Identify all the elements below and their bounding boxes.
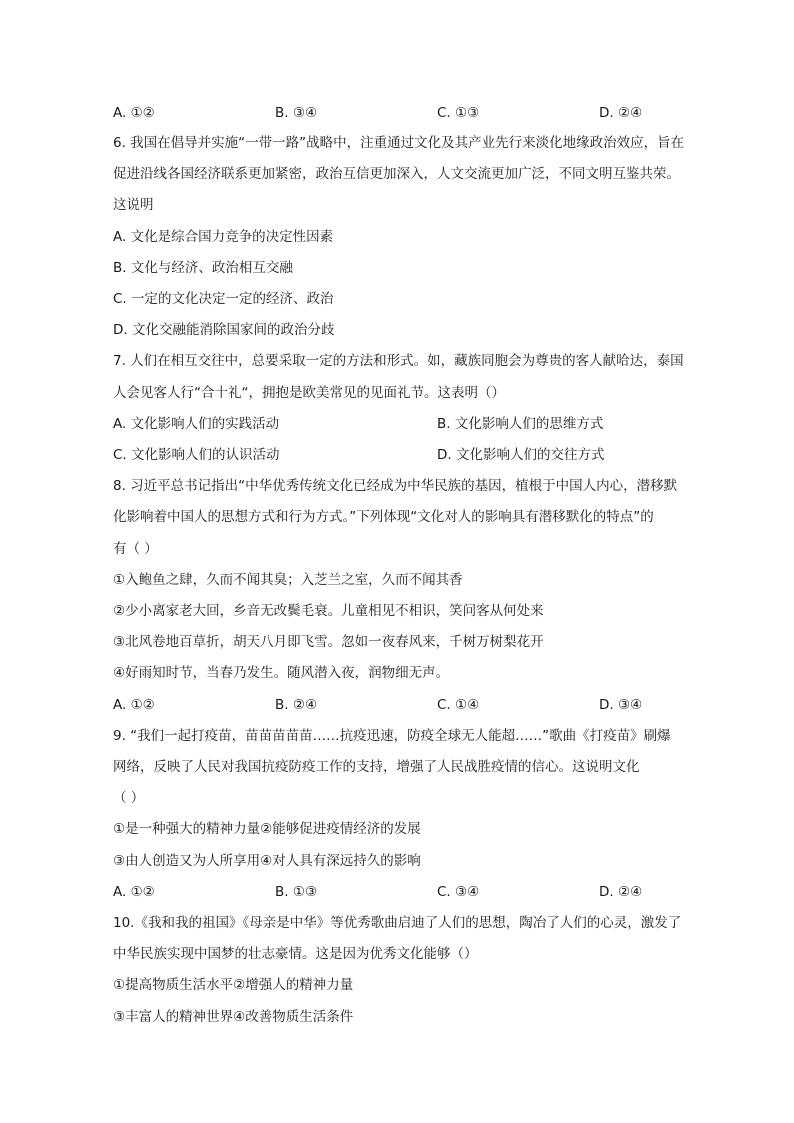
q7-option-b: B. 文化影响人们的思维方式: [437, 416, 604, 432]
q8-item-4: ④好雨知时节，当春乃发生。随风潜入夜，润物细无声。: [113, 665, 450, 681]
q8-option-d: D. ③④: [599, 697, 643, 713]
q8-stem-line-2: 化影响着中国人的思想方式和行为方式。”下列体现“文化对人的影响具有潜移默化的特点”的: [113, 509, 654, 525]
q8-option-a: A. ①②: [113, 697, 155, 713]
q6-option-b: B. 文化与经济、政治相互交融: [113, 260, 293, 276]
q6-option-c: C. 一定的文化决定一定的经济、政治: [113, 291, 334, 307]
q7-option-a: A. 文化影响人们的实践活动: [113, 416, 280, 432]
q7-option-c: C. 文化影响人们的认识活动: [113, 447, 280, 463]
q9-stem-line-2: 网络，反映了人民对我国抗疫防疫工作的支持，增强了人民战胜疫情的信心。这说明文化: [113, 759, 640, 775]
q10-item-line-2: ③丰富人的精神世界④改善物质生活条件: [113, 1009, 354, 1025]
q6-stem-line-1: 6. 我国在倡导并实施“一带一路”战略中，注重通过文化及其产业先行来淡化地缘政治效应，旨在: [113, 135, 685, 151]
q5-option-c: C. ①③: [437, 105, 480, 121]
q10-stem-line-1: 10.《我和我的祖国》《母亲是中华》等优秀歌曲启迪了人们的思想，陶冶了人们的心灵，激发了: [113, 915, 682, 931]
q10-item-line-1: ①提高物质生活水平②增强人的精神力量: [113, 977, 354, 993]
q9-option-d: D. ②④: [599, 884, 643, 900]
q10-stem-line-2: 中华民族实现中国梦的壮志豪情。这是因为优秀文化能够（）: [113, 946, 478, 962]
q8-item-2: ②少小离家老大回，乡音无改鬓毛衰。儿童相见不相识，笑问客从何处来: [113, 603, 544, 619]
q5-option-b: B. ③④: [275, 105, 318, 121]
q6-option-d: D. 文化交融能消除国家间的政治分歧: [113, 322, 335, 338]
q9-item-line-1: ①是一种强大的精神力量②能够促进疫情经济的发展: [113, 821, 421, 837]
q9-option-b: B. ①③: [275, 884, 318, 900]
q6-option-a: A. 文化是综合国力竞争的决定性因素: [113, 229, 334, 245]
q9-option-a: A. ①②: [113, 884, 155, 900]
q8-stem-line-1: 8. 习近平总书记指出“中华优秀传统文化已经成为中华民族的基因，植根于中国人内心，潜移默: [113, 478, 678, 494]
q6-stem-line-3: 这说明: [113, 197, 154, 213]
q8-item-3: ③北风卷地百草折，胡天八月即飞雪。忽如一夜春风来，千树万树梨花开: [113, 634, 544, 650]
q6-stem-line-2: 促进沿线各国经济联系更加紧密，政治互信更加深入，人文交流更加广泛，不同文明互鉴共荣。: [113, 166, 680, 182]
q7-option-d: D. 文化影响人们的交往方式: [437, 447, 605, 463]
q8-option-b: B. ②④: [275, 697, 318, 713]
q5-option-d: D. ②④: [599, 105, 643, 121]
q9-item-line-2: ③由人创造又为人所享用④对人具有深远持久的影响: [113, 853, 421, 869]
q8-option-c: C. ①④: [437, 697, 480, 713]
q7-stem-line-2: 人会见客人行“合十礼“，拥抱是欧美常见的见面礼节。这表明（）: [113, 385, 505, 401]
q9-option-c: C. ③④: [437, 884, 480, 900]
q9-stem-line-3: （ ）: [113, 790, 145, 806]
q9-stem-line-1: 9. “我们一起打疫苗，苗苗苗苗苗……抗疫迅速，防疫全球无人能超……”歌曲《打疫苗》刷爆: [113, 728, 671, 744]
q7-stem-line-1: 7. 人们在相互交往中，总要采取一定的方法和形式。如，藏族同胞会为尊贵的客人献哈达，泰国: [113, 353, 684, 369]
q5-option-a: A. ①②: [113, 105, 155, 121]
q8-stem-line-3: 有（ ）: [113, 541, 158, 557]
q8-item-1: ①入鲍鱼之肆，久而不闻其臭；入芝兰之室，久而不闻其香: [113, 572, 463, 588]
